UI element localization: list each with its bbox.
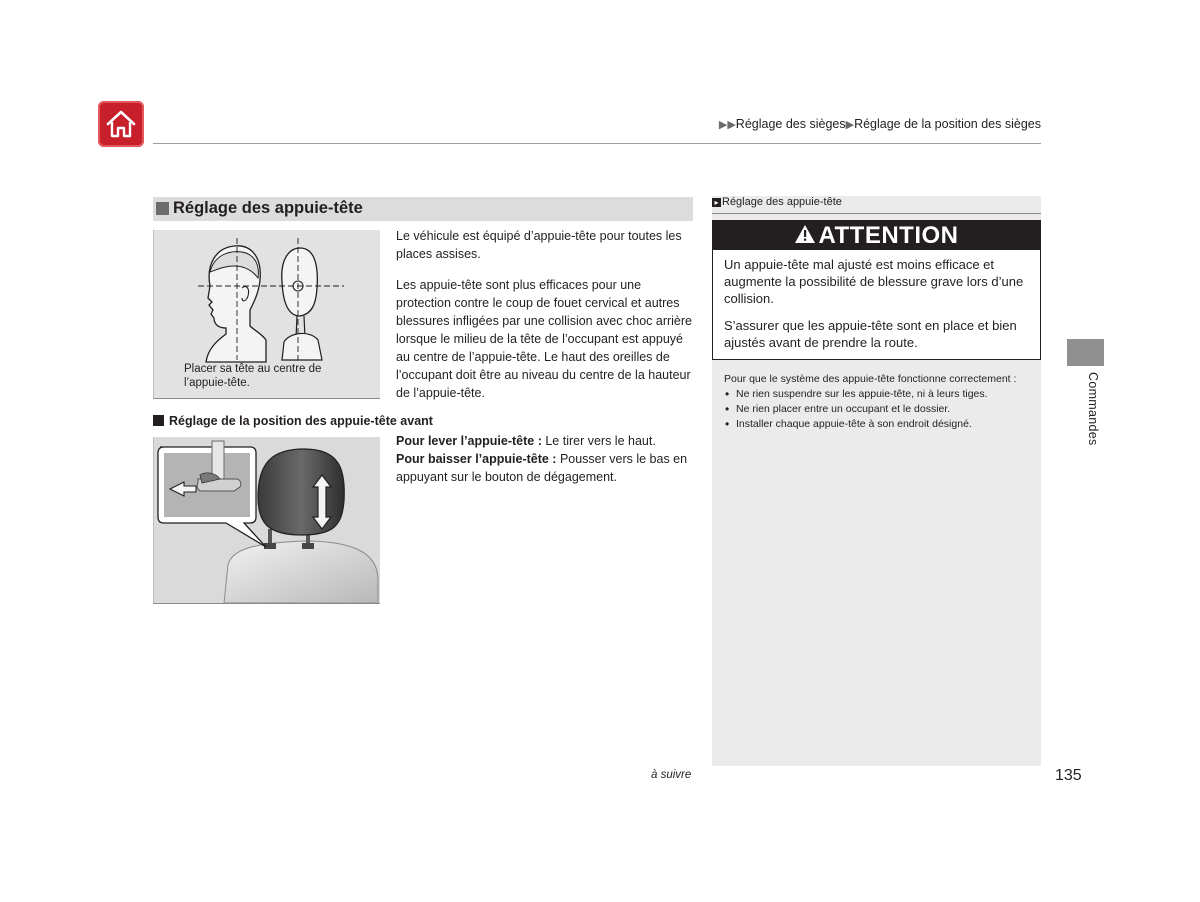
list-item: • Ne rien suspendre sur les appuie-tête, ni à leurs tiges.: [724, 387, 1024, 402]
warning-title: ATTENTION: [818, 222, 959, 249]
figure-caption: [184, 362, 321, 390]
headrest-position-figure: [153, 230, 380, 399]
subsection-title: [153, 414, 433, 428]
breadcrumb: [719, 117, 1041, 131]
note-intro: Pour que le système des appuie-tête fonctionne correctement :: [724, 373, 1017, 385]
note-list: [724, 387, 1024, 432]
chapter-tab[interactable]: [1067, 339, 1104, 366]
subsection-square-icon: [153, 415, 164, 426]
warning-header: [713, 221, 1040, 250]
instruction-raise-label: Pour lever l’appuie-tête :: [396, 434, 542, 448]
breadcrumb-item-seats[interactable]: Réglage des sièges: [735, 117, 846, 131]
warning-text: S’assurer que les appuie-tête sont en place et bien ajustés avant de prendre la route.: [724, 318, 1017, 350]
section-header: [153, 197, 693, 221]
reference-icon: ▸: [712, 198, 721, 207]
instruction-lower: [396, 450, 696, 486]
chapter-tab-label[interactable]: Commandes: [1086, 372, 1100, 446]
instruction-lower-text: Pousser vers le bas en appuyant sur le bouton de dégagement.: [396, 452, 688, 484]
adjust-instructions: [396, 432, 696, 486]
home-button[interactable]: [98, 101, 144, 147]
list-item: • Ne rien placer entre un occupant et le dossier.: [724, 402, 1024, 417]
subsection-title-text: Réglage de la position des appuie-tête avant: [169, 414, 433, 428]
figure-caption-line: Placer sa tête au centre de: [184, 363, 322, 375]
instruction-raise: [396, 432, 696, 450]
home-icon: [105, 108, 137, 140]
warning-triangle-icon: [794, 222, 816, 251]
headrest-adjust-illustration: [154, 437, 380, 603]
instruction-lower-label: Pour baisser l’appuie-tête :: [396, 452, 557, 466]
warning-box: [712, 220, 1041, 360]
header-divider: [153, 143, 1041, 144]
section-title: Réglage des appuie-tête: [173, 199, 363, 217]
continued-label: à suivre: [651, 769, 692, 781]
warning-text: Un appuie-tête mal ajusté est moins efficace et augmente la possibilité de blessure grave lors d’une collision.: [724, 257, 1024, 306]
sidebar-reference: [712, 196, 1041, 214]
sidebar-note: [724, 372, 1024, 432]
protection-paragraph: Les appuie-tête sont plus efficaces pour une protection contre le coup de fouet cervical et autres blessures infligées par une collision avec choc arrière lorsque le milieu de la tête de l’occupant est appuyé au centre de l’appuie-tête. Le haut des oreilles de l’occupant doit être au niveau du centre de la hauteur de l’appuie-tête.: [396, 278, 692, 400]
intro-paragraph: Le véhicule est équipé d’appuie-tête pour toutes les places assises.: [396, 229, 682, 261]
list-item: • Installer chaque appuie-tête à son endroit désigné.: [724, 417, 1024, 432]
instruction-raise-text: Le tirer vers le haut.: [541, 434, 656, 448]
breadcrumb-arrow-icon: ▶: [845, 119, 855, 131]
section-square-icon: [156, 202, 169, 215]
sidebar-reference-title: Réglage des appuie-tête: [722, 196, 842, 208]
breadcrumb-arrow-icon: ▶▶: [718, 119, 736, 131]
page-number: 135: [1055, 767, 1082, 784]
breadcrumb-item-seat-position[interactable]: Réglage de la position des sièges: [854, 117, 1041, 131]
figure-caption-line: l’appuie-tête.: [184, 377, 250, 389]
headrest-adjust-figure: [153, 437, 380, 604]
